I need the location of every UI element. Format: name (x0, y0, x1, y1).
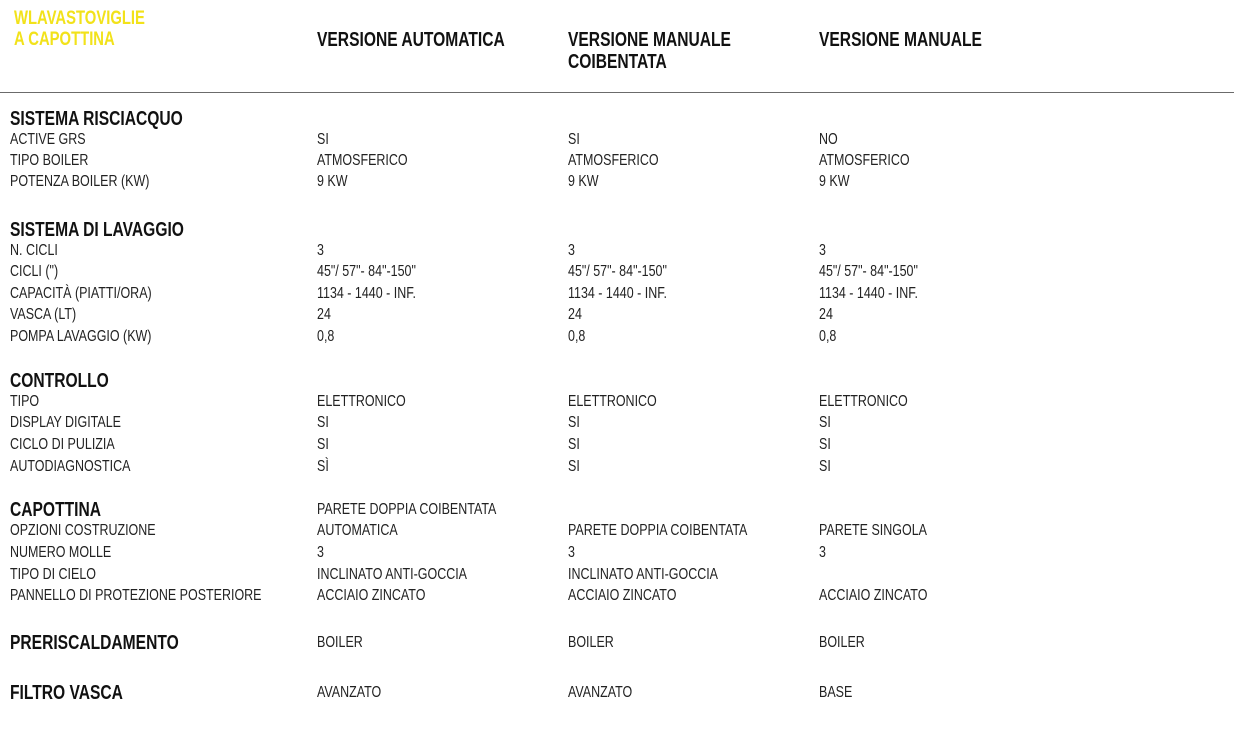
cell-manuale-coibentata: 0,8 (568, 328, 586, 345)
brand-title (14, 8, 182, 50)
column-header-manuale: VERSIONE MANUALE (819, 29, 982, 51)
cell-automatica: SÌ (317, 458, 329, 475)
cell-automatica: ELETTRONICO (317, 393, 406, 410)
cell-automatica: 3 (317, 242, 324, 259)
row-label: N. CICLI (10, 242, 58, 259)
cell-manuale-coibentata: BOILER (568, 634, 614, 651)
row-label: POMPA LAVAGGIO (KW) (10, 328, 152, 345)
row-label: POTENZA BOILER (KW) (10, 173, 150, 190)
cell-manuale: NO (819, 131, 838, 148)
cell-manuale-coibentata: 3 (568, 242, 575, 259)
cell-manuale-coibentata: SI (568, 131, 580, 148)
cell-manuale: 1134 - 1440 - INF. (819, 285, 918, 302)
column-header-automatica: VERSIONE AUTOMATICA (317, 29, 505, 51)
cell-automatica: 3 (317, 544, 324, 561)
cell-manuale: SI (819, 414, 831, 431)
cell-manuale: ELETTRONICO (819, 393, 908, 410)
cell-manuale: 0,8 (819, 328, 837, 345)
row-label: AUTODIAGNOSTICA (10, 458, 131, 475)
cell-manuale-coibentata: SI (568, 436, 580, 453)
cell-automatica: SI (317, 436, 329, 453)
row-label: CICLI (") (10, 263, 59, 280)
cell-manuale-coibentata: 3 (568, 544, 575, 561)
cell-automatica: AVANZATO (317, 684, 382, 701)
row-label: CICLO DI PULIZIA (10, 436, 115, 453)
section-title-filtro: FILTRO VASCA (10, 682, 123, 704)
row-label: PANNELLO DI PROTEZIONE POSTERIORE (10, 587, 262, 604)
cell-manuale-coibentata: ELETTRONICO (568, 393, 657, 410)
cell-manuale-coibentata: 24 (568, 306, 582, 323)
section-title-capottina: CAPOTTINA (10, 499, 102, 521)
cell-automatica: AUTOMATICA (317, 522, 398, 539)
cell-manuale-coibentata: ATMOSFERICO (568, 152, 659, 169)
cell-manuale-coibentata: SI (568, 414, 580, 431)
cell-manuale: BOILER (819, 634, 865, 651)
cell-automatica: INCLINATO ANTI-GOCCIA (317, 566, 468, 583)
cell-manuale: ATMOSFERICO (819, 152, 910, 169)
row-label: CAPACITÀ (PIATTI/ORA) (10, 285, 152, 302)
row-label: DISPLAY DIGITALE (10, 414, 121, 431)
cell-automatica: SI (317, 414, 329, 431)
header-divider (0, 92, 1234, 93)
capottina-title-value: PARETE DOPPIA COIBENTATA (317, 501, 497, 518)
cell-automatica: SI (317, 131, 329, 148)
cell-automatica: 45"/ 57"- 84"-150" (317, 263, 416, 280)
row-label: OPZIONI COSTRUZIONE (10, 522, 156, 539)
cell-manuale-coibentata: ACCIAIO ZINCATO (568, 587, 677, 604)
section-title-controllo: CONTROLLO (10, 370, 109, 392)
cell-automatica: ACCIAIO ZINCATO (317, 587, 426, 604)
row-label: TIPO DI CIELO (10, 566, 96, 583)
cell-manuale-coibentata: INCLINATO ANTI-GOCCIA (568, 566, 719, 583)
section-title-risciacquo: SISTEMA RISCIACQUO (10, 108, 183, 130)
cell-automatica: 24 (317, 306, 331, 323)
row-label: NUMERO MOLLE (10, 544, 112, 561)
cell-manuale: 24 (819, 306, 833, 323)
cell-manuale-coibentata: AVANZATO (568, 684, 633, 701)
cell-automatica: ATMOSFERICO (317, 152, 408, 169)
row-label: TIPO (10, 393, 40, 410)
brand-line-2: A CAPOTTINA (14, 29, 115, 50)
cell-automatica: 1134 - 1440 - INF. (317, 285, 416, 302)
cell-manuale: 3 (819, 544, 826, 561)
cell-manuale-coibentata: SI (568, 458, 580, 475)
cell-manuale: 3 (819, 242, 826, 259)
cell-manuale: SI (819, 458, 831, 475)
section-title-lavaggio: SISTEMA DI LAVAGGIO (10, 219, 184, 241)
cell-automatica: BOILER (317, 634, 363, 651)
row-label: ACTIVE GRS (10, 131, 86, 148)
row-label: TIPO BOILER (10, 152, 89, 169)
cell-automatica: 0,8 (317, 328, 335, 345)
cell-manuale: BASE (819, 684, 853, 701)
section-title-preriscaldamento: PRERISCALDAMENTO (10, 632, 179, 654)
cell-manuale-coibentata: 45"/ 57"- 84"-150" (568, 263, 667, 280)
cell-manuale: ACCIAIO ZINCATO (819, 587, 928, 604)
cell-manuale: 9 KW (819, 173, 850, 190)
brand-line-1: WLAVASTOVIGLIE (14, 8, 145, 29)
cell-manuale: SI (819, 436, 831, 453)
column-header-manuale-coibentata: VERSIONE MANUALE COIBENTATA (568, 29, 731, 73)
cell-manuale: PARETE SINGOLA (819, 522, 927, 539)
cell-manuale-coibentata: PARETE DOPPIA COIBENTATA (568, 522, 748, 539)
cell-manuale: 45"/ 57"- 84"-150" (819, 263, 918, 280)
cell-automatica: 9 KW (317, 173, 348, 190)
row-label: VASCA (LT) (10, 306, 77, 323)
cell-manuale-coibentata: 9 KW (568, 173, 599, 190)
cell-manuale-coibentata: 1134 - 1440 - INF. (568, 285, 667, 302)
